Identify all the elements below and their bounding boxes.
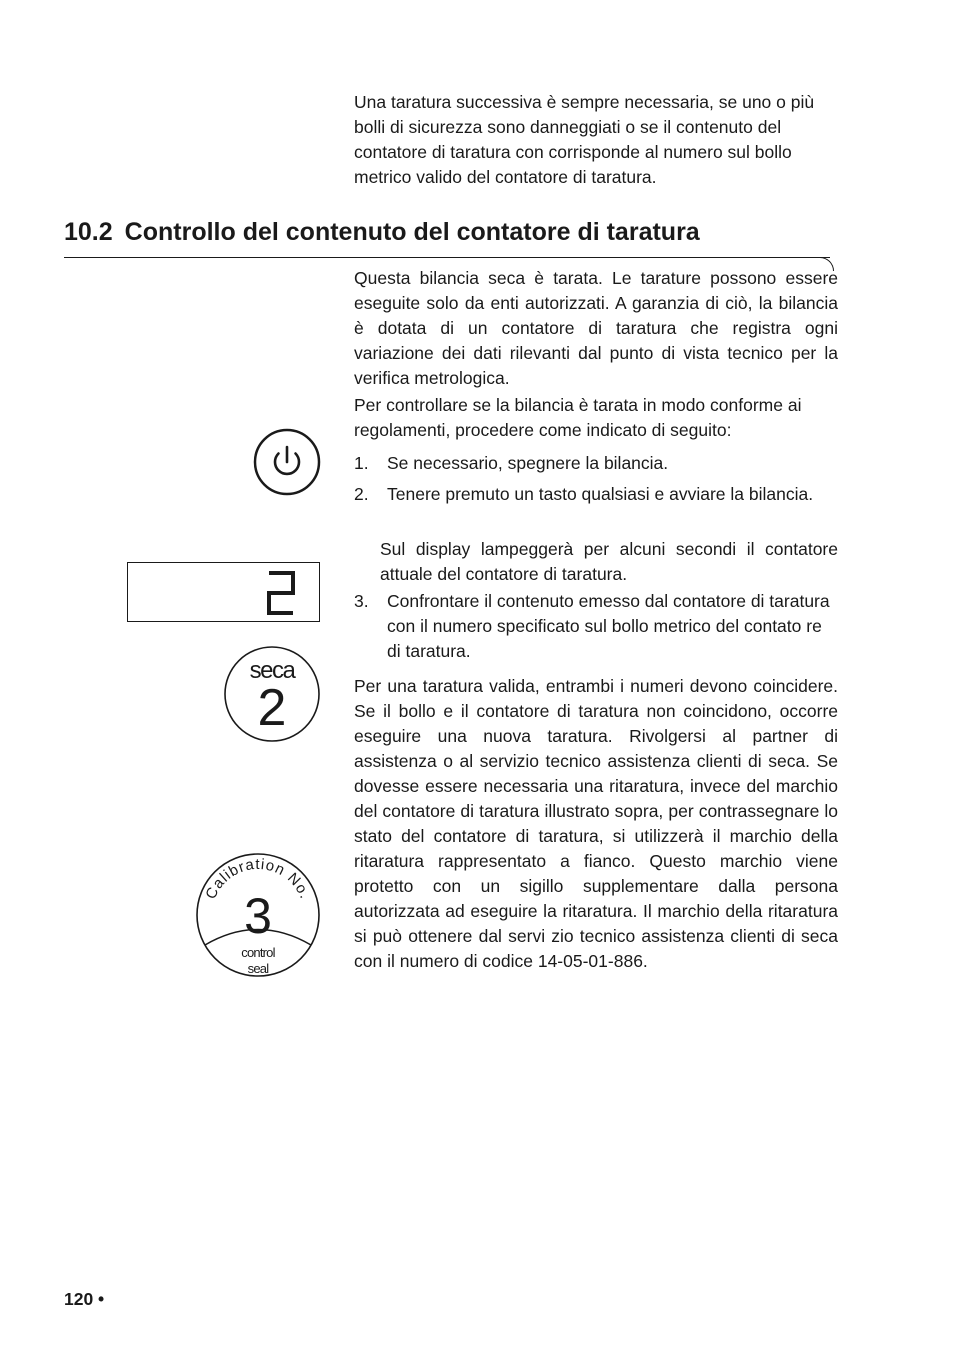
list-item-number: 3. bbox=[354, 591, 369, 611]
step-2-note: Sul display lampeggerà per alcuni secondi il contatore attuale del contatore di taratura. bbox=[380, 539, 838, 584]
page-number: 120 • bbox=[64, 1289, 105, 1309]
display-digit bbox=[265, 569, 297, 617]
list-item-text: Se necessario, spegnere la bilancia. bbox=[387, 453, 669, 473]
seca-seal-number: 2 bbox=[257, 679, 287, 737]
paragraph-how-to-check: Per controllare se la bilancia è tarata in modo conforme ai regolamenti, procedere come indicato di seguito: bbox=[354, 395, 802, 440]
list-item-text: Tenere premuto un tasto qualsiasi e avviare la bilancia. bbox=[387, 484, 814, 504]
calibration-seal bbox=[195, 852, 321, 978]
display-panel bbox=[127, 562, 320, 622]
paragraph-recalibration: Per una taratura valida, entrambi i numeri devono coincidere. Se il bollo e il contatore di taratura non coincidono, occorre eseguire una nuova taratura. Rivolgersi al partner di assistenza o al servizio tecnico assistenza clienti di seca. Se dovesse essere necessaria una ritaratura, invece del marchio del contatore di taratura illustrato sopra, per contrassegnare lo stato del contatore di taratura, si utilizzerà il marchio della ritaratura rappresentato a fianco. Questo marchio viene protetto con un sigillo supplementare dalla persona autorizzata ad eseguire la ritaratura. Il marchio della ritaratura si può ottenere dal servi zio tecnico assistenza clienti di seca con il numero di codice 14-05-01-886. bbox=[354, 676, 838, 971]
power-icon bbox=[253, 428, 321, 496]
list-item-number: 1. bbox=[354, 453, 369, 473]
intro-paragraph: Una taratura successiva è sempre necessaria, se uno o più bolli di sicurezza sono danneggiati o se il contenuto del contatore di taratura con corrisponde al numero sul bollo metrico valido del contatore di taratura. bbox=[354, 92, 815, 187]
section-heading bbox=[64, 216, 700, 248]
seca-seal bbox=[223, 645, 321, 743]
list-item-number: 2. bbox=[354, 484, 369, 504]
section-number: 10.2 bbox=[64, 218, 113, 246]
calibration-bottom-line-2: seal bbox=[247, 961, 269, 976]
heading-rule bbox=[64, 257, 830, 258]
calibration-arc-text: Calibration No. bbox=[202, 855, 314, 902]
section-title: Controllo del contenuto del contatore di taratura bbox=[124, 218, 700, 246]
seca-seal-brand: seca bbox=[249, 657, 295, 684]
calibration-bottom-line-1: control bbox=[241, 945, 275, 960]
paragraph-scale-calibrated: Questa bilancia seca è tarata. Le tarature possono essere eseguite solo da enti autorizzati. A garanzia di ciò, la bilancia è dotata di un contatore di taratura che registra ogni variazione dei dati rilevanti dal punto di vista tecnico per la verifica metrologica. bbox=[354, 268, 838, 388]
list-item-text: Confrontare il contenuto emesso dal contatore di taratura con il numero specificato sul bollo metrico del contato re di taratura. bbox=[387, 591, 830, 661]
calibration-number: 3 bbox=[244, 888, 272, 944]
